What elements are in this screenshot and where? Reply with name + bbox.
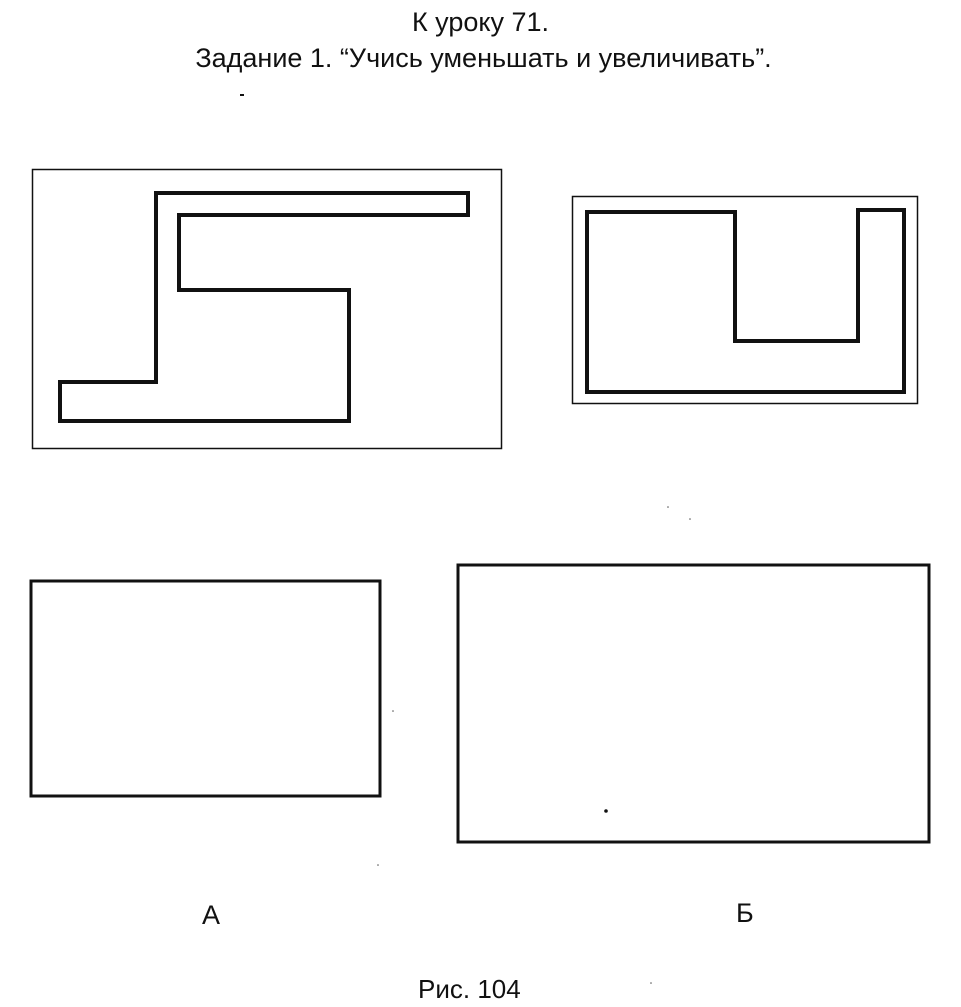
figure-caption: Рис. 104 [418,974,521,1004]
scan-dot [650,982,652,984]
box-b-label: Б [736,898,754,928]
sample-u-shape [573,197,918,404]
scan-dot [689,518,691,520]
lesson-title: К уроку 71. [411,7,550,37]
step-shape-outline [60,193,468,421]
box-a-label: А [202,900,221,930]
scan-dot [392,710,394,712]
scan-dot [667,506,669,508]
scan-dot [377,864,379,866]
print-speck [240,94,244,96]
answer-box-b [458,565,929,842]
u-shape-outline [587,210,904,392]
task-title: Задание 1. “Учись уменьшать и увеличивать”. [195,43,772,73]
answer-box-a [31,581,380,796]
sample-step-frame [33,170,502,449]
scan-dot [604,809,608,813]
sample-u-frame [573,197,918,404]
sample-step-shape [33,170,502,449]
